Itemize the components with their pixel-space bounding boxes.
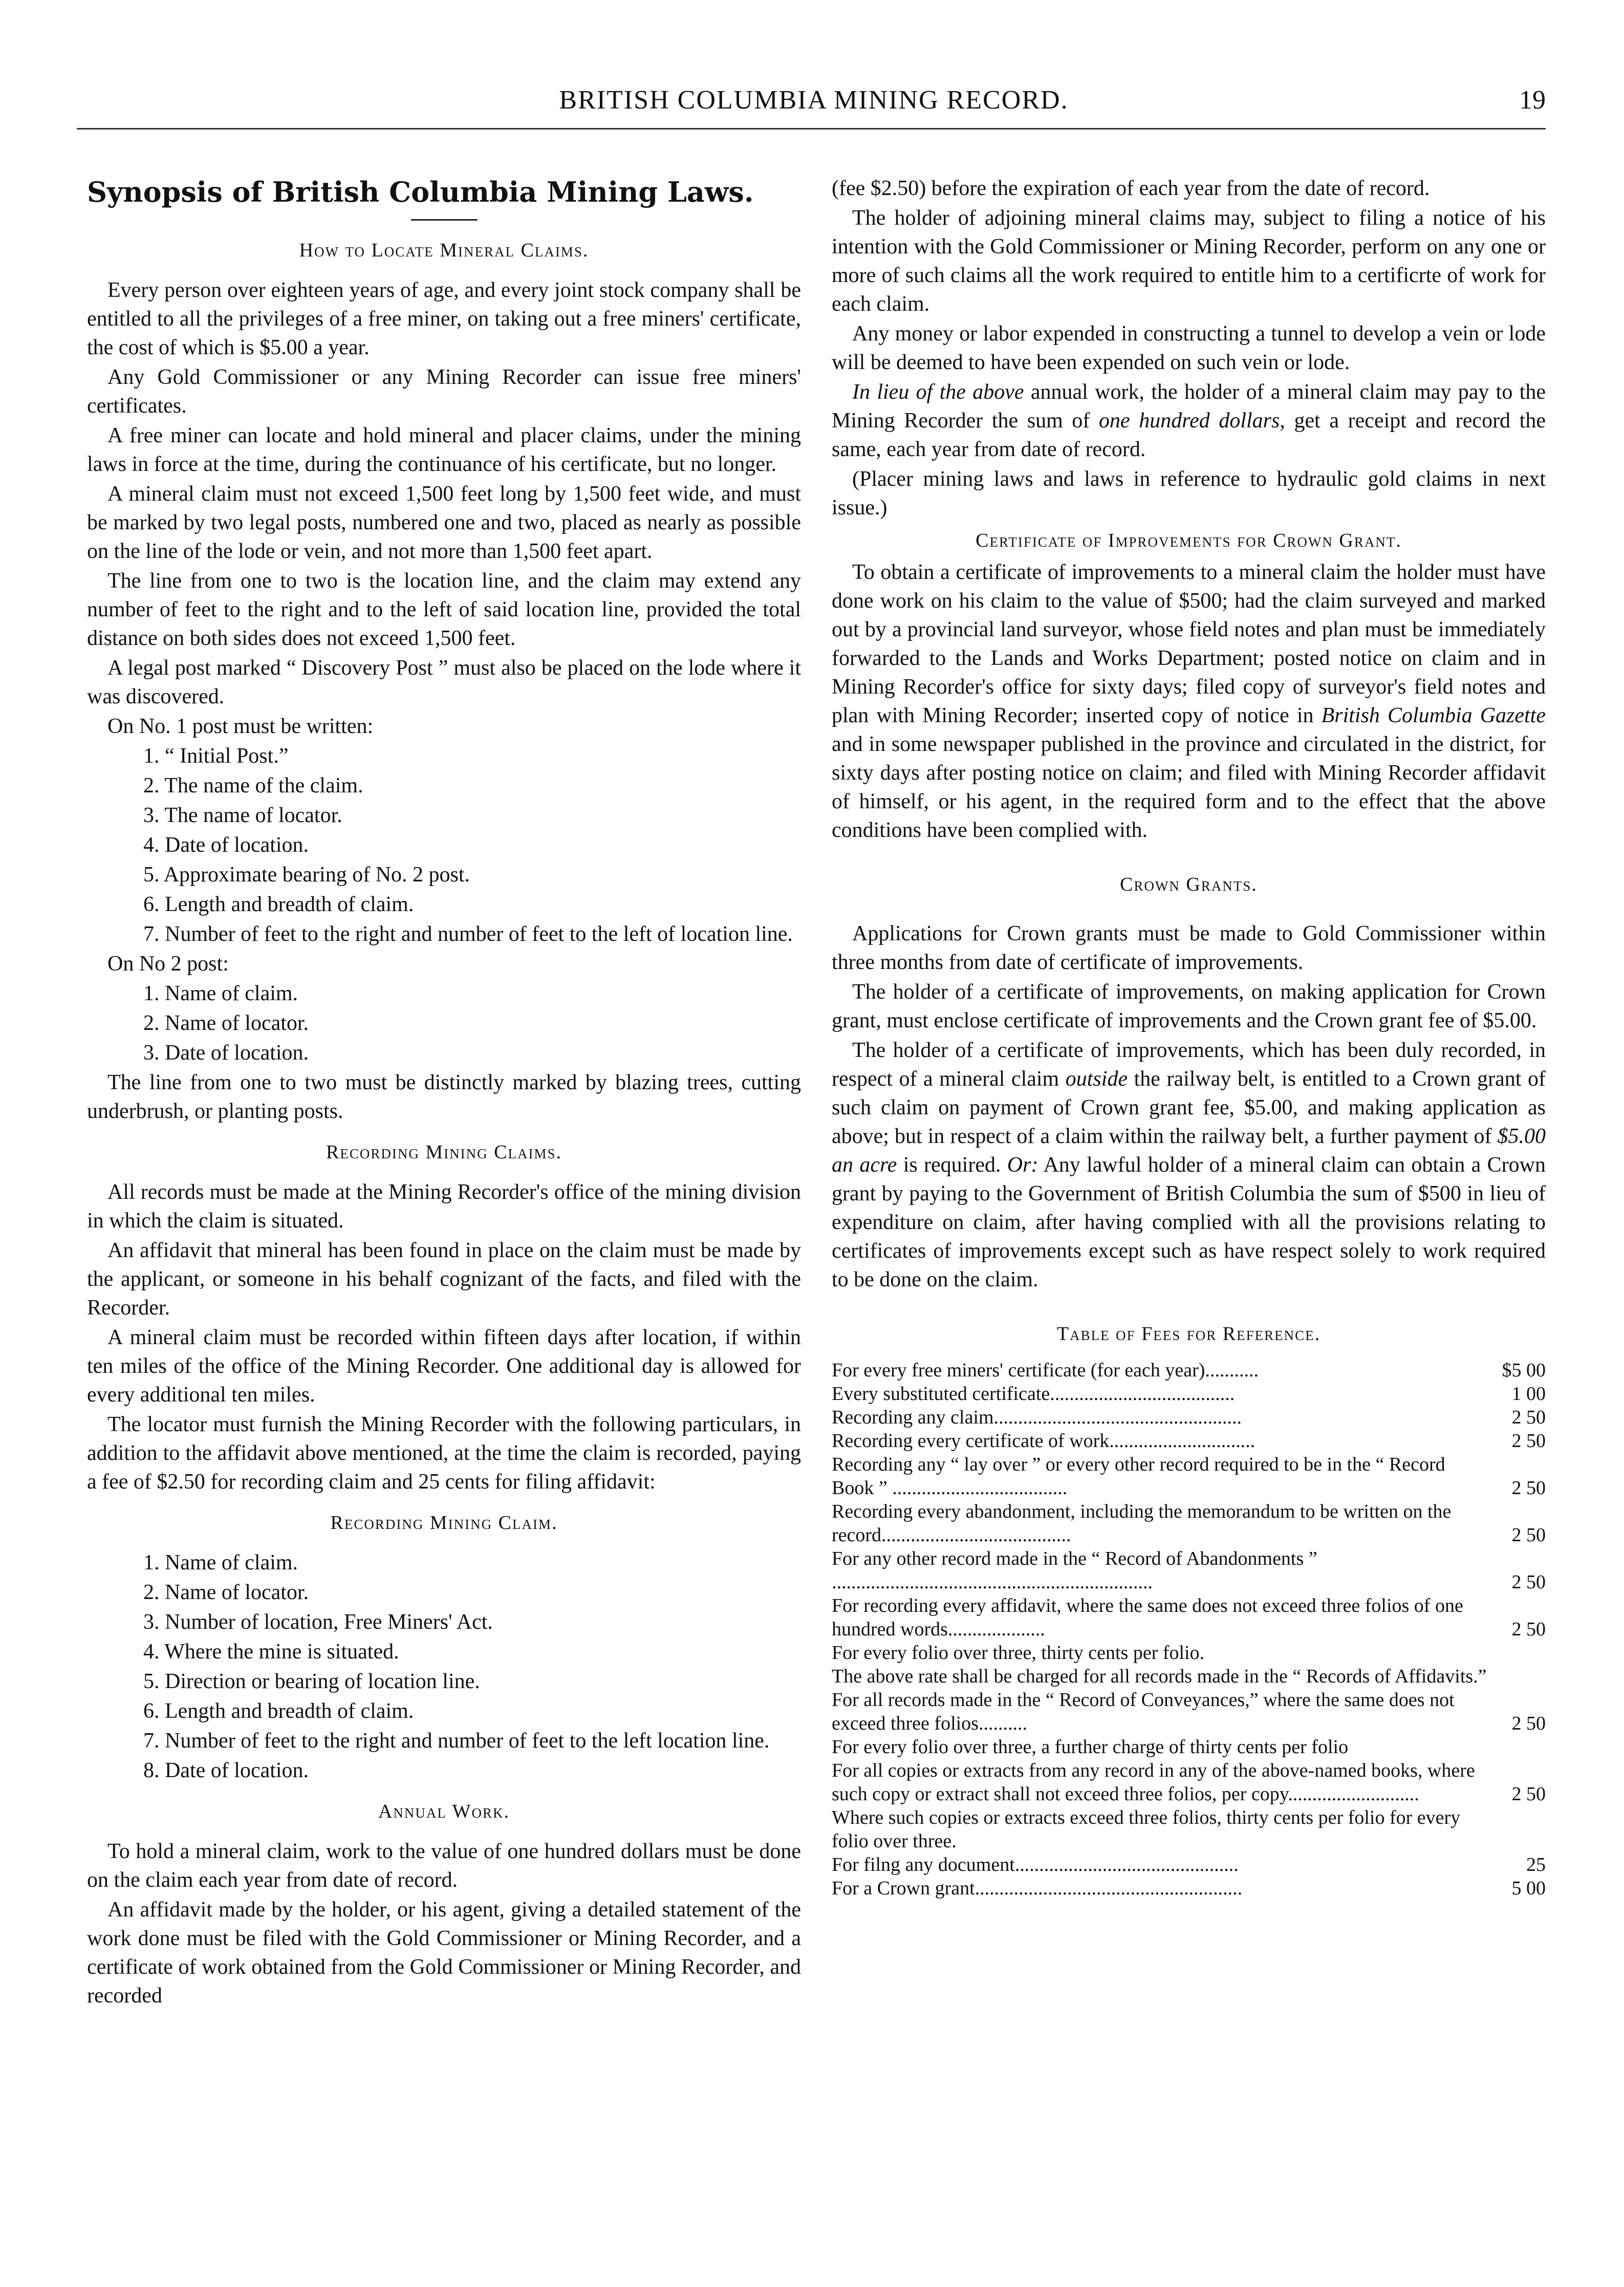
fee-amount: 2 50 [1511,1571,1546,1593]
fee-row [832,1500,1546,1547]
fee-description: Recording every certificate of work.............................. [832,1430,1255,1452]
section-heading-fees: Table of Fees for Reference. [1056,1323,1321,1345]
fee-description: For any other record made in the “ Record of Abandonments ” .................................................................. [832,1548,1317,1593]
fee-amount: 2 50 [1511,1713,1546,1734]
fee-description: For a Crown grant....................................................... [832,1878,1243,1899]
fee-amount: 2 50 [1511,1619,1546,1640]
paragraph: A mineral claim must not exceed 1,500 feet long by 1,500 feet wide, and must be marked by two legal posts, numbered one and two, placed as nearly as possible on the line of the lode or vein, and not more than 1,500 feet apart. [87,482,801,563]
italic-phrase: $5.00 an acre [832,1125,1546,1177]
paragraph: The holder of a certificate of improvements, on making application for Crown grant, must enclose certificate of improvements and the Crown grant fee of $5.00. [832,980,1546,1032]
list-item: 5. Approximate bearing of No. 2 post. [143,863,470,887]
fee-description: Every substituted certificate...................................... [832,1383,1235,1405]
post1-intro: On No. 1 post must be written: [107,715,374,738]
paragraph: Any money or labor expended in constructing a tunnel to develop a vein or lode will be deemed to have been expended on such vein or lode. [832,322,1546,374]
paragraph: The line from one to two must be distinctly marked by blazing trees, cutting underbrush, or planting posts. [87,1071,801,1123]
text-run: get a receipt and record the same, each year from date of record. [832,409,1546,461]
list-item: 6. Length and breadth of claim. [143,893,414,916]
fee-row [832,1688,1546,1735]
paragraph: The locator must furnish the Mining Recorder with the following particulars, in addition to the affidavit above mentioned, at the time the claim is recorded, paying a fee of $2.50 for recording claim and 25 cents for filing affidavit: [87,1413,801,1494]
fee-amount: 1 00 [1511,1383,1546,1405]
fee-amount [1489,1735,1546,1759]
list-item: 5. Direction or bearing of location line. [143,1670,480,1693]
text-run: and in some newspaper published in the province and circulated in the district, for sixty days after posting notice on claim; and filed with Mining Recorder affidavit of himself, or his agent, in the required form and to the effect that the above conditions have been complied with. [832,732,1546,842]
fee-row [832,1735,1546,1759]
post2-list [87,979,801,1067]
fee-description: Recording every abandonment, including the memorandum to be written on the record....................................... [832,1501,1452,1546]
list-item: 8. Date of location. [143,1759,309,1782]
fee-description: Recording any claim................................................... [832,1407,1242,1428]
fee-row [832,1594,1546,1641]
paragraph-crown-grant [832,1036,1546,1294]
fee-amount: 25 [1526,1854,1546,1875]
list-item: 1. Name of claim. [143,982,298,1005]
paragraph: An affidavit made by the holder, or his agent, giving a detailed statement of the work done must be filed with the Gold Commissioner or Mining Recorder, and a certificate of work obtained from the Gold Commissioner or Mining Recorder, and recorded [87,1898,801,2008]
fee-description: The above rate shall be charged for all records made in the “ Records of Affidavits.” [832,1666,1487,1687]
fee-description: For filng any document.............................................. [832,1854,1239,1875]
fee-amount: 2 50 [1511,1783,1546,1805]
section-heading-annual: Annual Work. [378,1801,510,1822]
list-item: 7. Number of feet to the right and number of feet to the left of location line. [143,922,793,946]
paragraph-improvements [832,558,1546,845]
fee-row [832,1806,1546,1853]
text-run: the railway belt, is entitled to a Crown grant of such claim on payment of Crown grant fee, $5.00, and making application as above; but in respect of a claim within the railway belt, a further payment of [832,1067,1546,1148]
fees-table [832,1358,1546,1900]
fee-amount: 5 00 [1511,1878,1546,1899]
section-heading-crown: Crown Grants. [1120,874,1258,895]
fee-row [832,1453,1546,1500]
fee-row [832,1358,1546,1382]
italic-phrase: Or: [1007,1153,1038,1177]
italic-phrase: In lieu of the above [852,380,1024,404]
section-heading-locate: How to Locate Mineral Claims. [299,240,589,261]
fee-amount [1489,1806,1546,1853]
post2-intro: On No 2 post: [107,952,229,976]
paragraph: The holder of adjoining mineral claims may, subject to filing a notice of his intention with the Gold Commissioner or Mining Recorder, perform on any one or more of such claims all the work required to entitle him to a certificrte of work for each claim. [832,206,1546,316]
page-number: 19 [1519,85,1546,115]
italic-phrase: outside [1065,1067,1128,1091]
fee-description: For every free miners' certificate (for each year)........... [832,1360,1259,1381]
fee-row [832,1429,1546,1453]
page-header [77,77,1551,123]
claim-list [87,1548,801,1785]
fee-row [832,1641,1546,1665]
fee-row [832,1876,1546,1900]
paragraph: Every person over eighteen years of age, and every joint stock company shall be entitled to all the privileges of a free miner, on taking out a free miners' certificate, the cost of which is $5.00 a year. [87,278,801,359]
fee-row [832,1406,1546,1429]
fee-amount [1489,1641,1546,1665]
list-item: 3. Number of location, Free Miners' Act. [143,1610,493,1634]
fee-description: For recording every affidavit, where the same does not exceed three folios of one hundred words.................... [832,1595,1463,1640]
header-rule [77,128,1546,130]
fee-description: Where such copies or extracts exceed three folios, thirty cents per folio for every folio over three. [832,1807,1461,1852]
left-column [87,174,801,2011]
section-heading-improvements: Certificate of Improvements for Crown Grant. [976,530,1402,551]
italic-phrase: one hundred dollars, [1099,409,1285,433]
paragraph: Applications for Crown grants must be made to Gold Commissioner within three months from date of certificate of improvements. [832,922,1546,974]
fee-amount [1489,1665,1546,1688]
list-item: 7. Number of feet to the right and number of feet to the left location line. [143,1729,770,1753]
running-title: BRITISH COLUMBIA MINING RECORD. [559,85,1069,115]
list-item: 2. The name of the claim. [143,774,363,797]
fee-row [832,1665,1546,1688]
list-item: 2. Name of locator. [143,1581,309,1604]
fee-row [832,1382,1546,1406]
paragraph-in-lieu [832,378,1546,464]
continuation-text: (fee $2.50) before the expiration of each year from the date of record. [832,177,1430,200]
fee-amount: 2 50 [1511,1524,1546,1546]
title-divider [411,219,478,221]
text-run: Any lawful holder of a mineral claim can obtain a Crown grant by paying to the Government of British Columbia the sum of $500 in lieu of expenditure on claim, after having complied with all the provisions relating to certificates of improvements except such as have respect solely to work required to be done on the claim. [832,1153,1546,1291]
text-run: is required. [897,1153,1007,1177]
list-item: 1. “ Initial Post.” [143,744,289,768]
fee-description: For all records made in the “ Record of Conveyances,” where the same does not exceed three folios.......... [832,1689,1455,1734]
fee-row [832,1547,1546,1594]
list-item: 6. Length and breadth of claim. [143,1699,414,1723]
text-run: The holder of a certificate of improvements, which has been duly recorded, in respect of a mineral claim [832,1039,1546,1091]
post1-list [87,742,801,948]
text-run: To obtain a certificate of improvements to a mineral claim the holder must have done work on his claim to the value of $500; had the claim surveyed and marked out by a provincial land surveyor, whose field notes and plan must be immediately forwarded to the Lands and Works Department; posted notice on claim and in Mining Recorder's office for sixty days; filed copy of surveyor's field notes and plan with Mining Recorder; inserted copy of notice in [832,560,1546,727]
italic-phrase: British Columbia Gazette [1321,704,1546,727]
section-heading-recording: Recording Mining Claims. [326,1141,562,1163]
paragraph: An affidavit that mineral has been found in place on the claim must be made by the applicant, or someone in his behalf cognizant of the facts, and filed with the Recorder. [87,1239,801,1320]
paragraph: The line from one to two is the location line, and the claim may extend any number of feet to the right and to the left of said location line, provided the total distance on both sides does not exceed 1,500 feet. [87,569,801,650]
paragraph: All records must be made at the Mining Recorder's office of the mining division in which the claim is situated. [87,1180,801,1233]
paragraph: A mineral claim must be recorded within fifteen days after location, if within ten miles of the office of the Mining Recorder. One additional day is allowed for every additional ten miles. [87,1326,801,1407]
right-column [832,174,1546,1900]
list-item: 1. Name of claim. [143,1551,298,1574]
paragraph: To hold a mineral claim, work to the value of one hundred dollars must be done on the claim each year from date of record. [87,1840,801,1892]
section-heading-claim: Recording Mining Claim. [330,1512,558,1534]
list-item: 4. Where the mine is situated. [143,1640,399,1664]
fee-amount: $5 00 [1502,1360,1546,1381]
list-item: 3. Date of location. [143,1041,309,1065]
fee-amount: 2 50 [1511,1477,1546,1499]
article-title: Synopsis of British Columbia Mining Laws. [87,176,754,208]
fee-amount: 2 50 [1511,1407,1546,1428]
paragraph: (Placer mining laws and laws in reference to hydraulic gold claims in next issue.) [832,467,1546,520]
paragraph: A legal post marked “ Discovery Post ” must also be placed on the lode where it was discovered. [87,656,801,708]
list-item: 3. The name of locator. [143,804,342,827]
text-run: annual work, the holder of a mineral claim may pay to the Mining Recorder the sum of [832,380,1546,433]
fee-description: For every folio over three, thirty cents per folio. [832,1642,1205,1664]
list-item: 2. Name of locator. [143,1011,309,1035]
paragraph: Any Gold Commissioner or any Mining Recorder can issue free miners' certificates. [87,365,801,418]
fee-row [832,1853,1546,1876]
paragraph: A free miner can locate and hold mineral and placer claims, under the mining laws in force at the time, during the continuance of his certificate, but no longer. [87,424,801,476]
fee-amount: 2 50 [1511,1430,1546,1452]
fee-description: For every folio over three, a further charge of thirty cents per folio [832,1736,1349,1758]
fee-description: For all copies or extracts from any record in any of the above-named books, where such copy or extract shall not exceed three folios, per copy........................... [832,1760,1475,1805]
fee-description: Recording any “ lay over ” or every other record required to be in the “ Record Book ” .................................... [832,1454,1445,1499]
fee-row [832,1759,1546,1806]
list-item: 4. Date of location. [143,833,309,857]
